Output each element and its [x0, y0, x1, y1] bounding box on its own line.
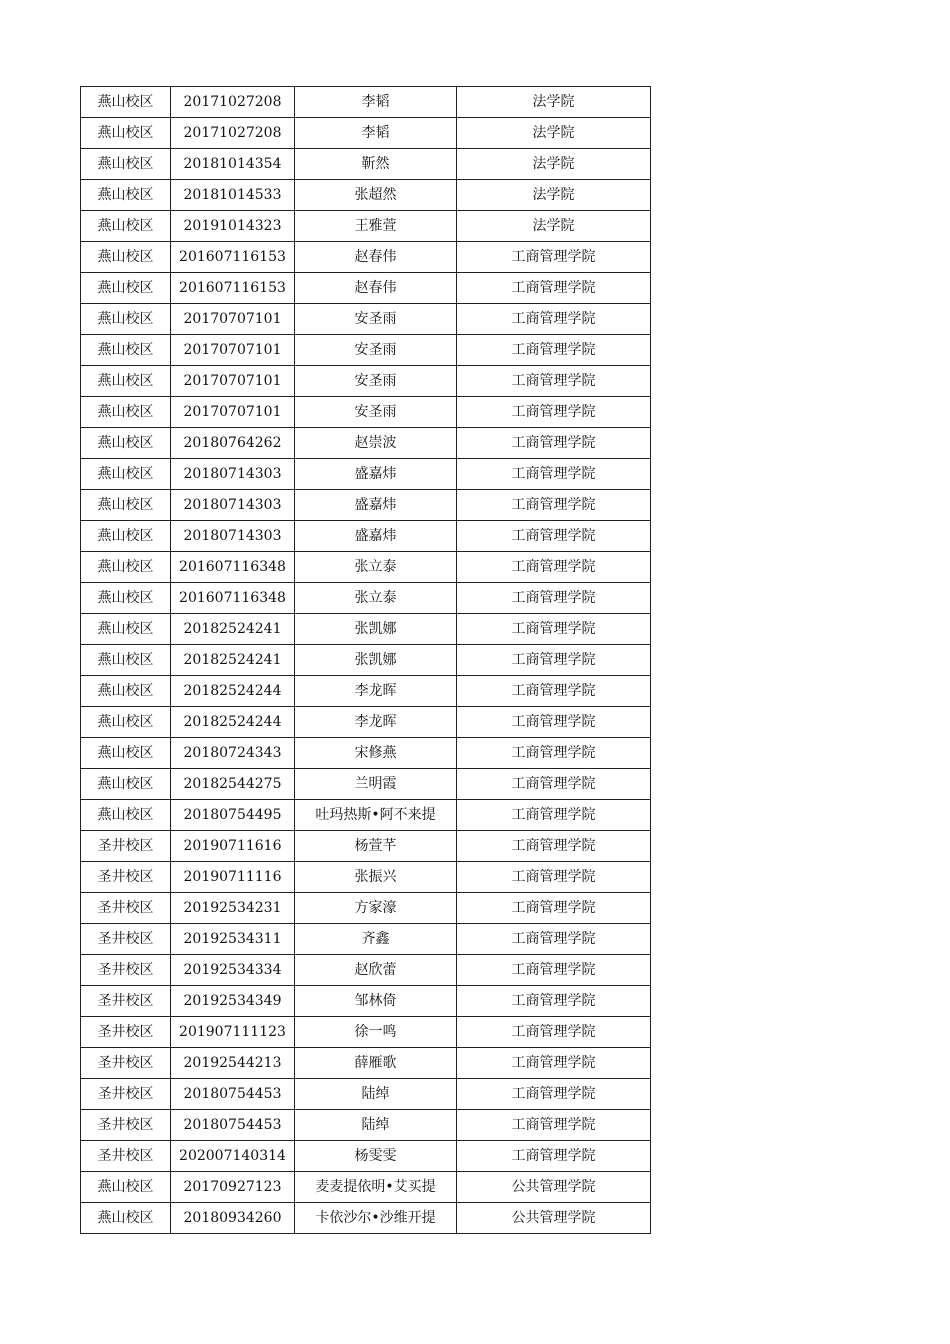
- student-id-cell: 20182524244: [171, 707, 295, 738]
- student-table: [80, 86, 651, 1234]
- college-cell: 工商管理学院: [457, 800, 651, 831]
- campus-cell: 圣井校区: [81, 831, 171, 862]
- name-cell: 杨萱芊: [295, 831, 457, 862]
- student-id-cell: 20192534334: [171, 955, 295, 986]
- student-id-cell: 20192534349: [171, 986, 295, 1017]
- student-id-cell: 20180754495: [171, 800, 295, 831]
- campus-cell: 燕山校区: [81, 118, 171, 149]
- college-cell: 工商管理学院: [457, 583, 651, 614]
- campus-cell: 燕山校区: [81, 242, 171, 273]
- table-row: [81, 769, 651, 800]
- college-cell: 法学院: [457, 149, 651, 180]
- table-row: [81, 831, 651, 862]
- campus-cell: 燕山校区: [81, 366, 171, 397]
- name-cell: 李韬: [295, 118, 457, 149]
- student-id-cell: 20171027208: [171, 87, 295, 118]
- college-cell: 法学院: [457, 118, 651, 149]
- campus-cell: 燕山校区: [81, 459, 171, 490]
- table-row: [81, 490, 651, 521]
- name-cell: 陆绰: [295, 1079, 457, 1110]
- name-cell: 李龙晖: [295, 707, 457, 738]
- student-id-cell: 20180764262: [171, 428, 295, 459]
- name-cell: 张凯娜: [295, 614, 457, 645]
- campus-cell: 圣井校区: [81, 986, 171, 1017]
- campus-cell: 圣井校区: [81, 1048, 171, 1079]
- college-cell: 工商管理学院: [457, 1048, 651, 1079]
- college-cell: 工商管理学院: [457, 490, 651, 521]
- student-id-cell: 201907111123: [171, 1017, 295, 1048]
- table-row: [81, 242, 651, 273]
- name-cell: 安圣雨: [295, 304, 457, 335]
- name-cell: 宋修燕: [295, 738, 457, 769]
- student-id-cell: 202007140314: [171, 1141, 295, 1172]
- table-row: [81, 738, 651, 769]
- college-cell: 工商管理学院: [457, 769, 651, 800]
- college-cell: 法学院: [457, 211, 651, 242]
- college-cell: 公共管理学院: [457, 1172, 651, 1203]
- student-id-cell: 201607116153: [171, 242, 295, 273]
- campus-cell: 燕山校区: [81, 490, 171, 521]
- student-table-body: [81, 87, 651, 1234]
- college-cell: 工商管理学院: [457, 1110, 651, 1141]
- name-cell: 赵欣蕾: [295, 955, 457, 986]
- campus-cell: 圣井校区: [81, 924, 171, 955]
- student-id-cell: 20182524244: [171, 676, 295, 707]
- table-row: [81, 149, 651, 180]
- name-cell: 张立泰: [295, 583, 457, 614]
- college-cell: 工商管理学院: [457, 1079, 651, 1110]
- campus-cell: 燕山校区: [81, 707, 171, 738]
- name-cell: 赵春伟: [295, 242, 457, 273]
- name-cell: 安圣雨: [295, 335, 457, 366]
- name-cell: 李韬: [295, 87, 457, 118]
- student-id-cell: 20181014533: [171, 180, 295, 211]
- student-id-cell: 20180714303: [171, 521, 295, 552]
- student-id-cell: 20192534231: [171, 893, 295, 924]
- table-row: [81, 676, 651, 707]
- campus-cell: 圣井校区: [81, 862, 171, 893]
- table-row: [81, 1110, 651, 1141]
- student-id-cell: 20180754453: [171, 1110, 295, 1141]
- table-row: [81, 459, 651, 490]
- college-cell: 公共管理学院: [457, 1203, 651, 1234]
- campus-cell: 燕山校区: [81, 1172, 171, 1203]
- student-id-cell: 20191014323: [171, 211, 295, 242]
- table-row: [81, 397, 651, 428]
- student-id-cell: 20180714303: [171, 459, 295, 490]
- college-cell: 工商管理学院: [457, 1141, 651, 1172]
- college-cell: 工商管理学院: [457, 304, 651, 335]
- name-cell: 赵崇波: [295, 428, 457, 459]
- table-row: [81, 893, 651, 924]
- name-cell: 徐一鸣: [295, 1017, 457, 1048]
- table-row: [81, 862, 651, 893]
- student-id-cell: 20180754453: [171, 1079, 295, 1110]
- college-cell: 工商管理学院: [457, 273, 651, 304]
- student-id-cell: 201607116348: [171, 583, 295, 614]
- campus-cell: 燕山校区: [81, 769, 171, 800]
- table-row: [81, 986, 651, 1017]
- name-cell: 盛嘉炜: [295, 459, 457, 490]
- campus-cell: 燕山校区: [81, 335, 171, 366]
- student-id-cell: 20170707101: [171, 304, 295, 335]
- name-cell: 赵春伟: [295, 273, 457, 304]
- name-cell: 盛嘉炜: [295, 521, 457, 552]
- name-cell: 张凯娜: [295, 645, 457, 676]
- table-row: [81, 583, 651, 614]
- campus-cell: 燕山校区: [81, 738, 171, 769]
- student-id-cell: 201607116348: [171, 552, 295, 583]
- campus-cell: 圣井校区: [81, 955, 171, 986]
- college-cell: 工商管理学院: [457, 335, 651, 366]
- table-row: [81, 366, 651, 397]
- name-cell: 盛嘉炜: [295, 490, 457, 521]
- student-id-cell: 20182524241: [171, 645, 295, 676]
- student-id-cell: 20180934260: [171, 1203, 295, 1234]
- student-id-cell: 20170927123: [171, 1172, 295, 1203]
- student-id-cell: 20192534311: [171, 924, 295, 955]
- table-row: [81, 1048, 651, 1079]
- table-row: [81, 1079, 651, 1110]
- name-cell: 王雅萱: [295, 211, 457, 242]
- campus-cell: 燕山校区: [81, 397, 171, 428]
- table-row: [81, 118, 651, 149]
- college-cell: 工商管理学院: [457, 831, 651, 862]
- student-id-cell: 20180714303: [171, 490, 295, 521]
- table-row: [81, 428, 651, 459]
- college-cell: 工商管理学院: [457, 552, 651, 583]
- table-row: [81, 304, 651, 335]
- name-cell: 邹林倚: [295, 986, 457, 1017]
- student-id-cell: 20170707101: [171, 366, 295, 397]
- college-cell: 工商管理学院: [457, 242, 651, 273]
- college-cell: 工商管理学院: [457, 955, 651, 986]
- campus-cell: 圣井校区: [81, 1110, 171, 1141]
- table-row: [81, 955, 651, 986]
- campus-cell: 燕山校区: [81, 645, 171, 676]
- college-cell: 工商管理学院: [457, 428, 651, 459]
- student-id-cell: 20171027208: [171, 118, 295, 149]
- table-row: [81, 645, 651, 676]
- name-cell: 方家濠: [295, 893, 457, 924]
- student-table-sheet: [80, 86, 651, 1234]
- table-row: [81, 87, 651, 118]
- table-row: [81, 800, 651, 831]
- student-id-cell: 20190711616: [171, 831, 295, 862]
- name-cell: 张立泰: [295, 552, 457, 583]
- college-cell: 工商管理学院: [457, 986, 651, 1017]
- college-cell: 工商管理学院: [457, 1017, 651, 1048]
- table-row: [81, 335, 651, 366]
- campus-cell: 燕山校区: [81, 211, 171, 242]
- college-cell: 法学院: [457, 87, 651, 118]
- student-id-cell: 20170707101: [171, 397, 295, 428]
- table-row: [81, 273, 651, 304]
- student-id-cell: 20170707101: [171, 335, 295, 366]
- table-row: [81, 1017, 651, 1048]
- name-cell: 张振兴: [295, 862, 457, 893]
- name-cell: 陆绰: [295, 1110, 457, 1141]
- campus-cell: 燕山校区: [81, 614, 171, 645]
- college-cell: 工商管理学院: [457, 459, 651, 490]
- college-cell: 工商管理学院: [457, 676, 651, 707]
- campus-cell: 圣井校区: [81, 893, 171, 924]
- campus-cell: 圣井校区: [81, 1079, 171, 1110]
- name-cell: 杨雯雯: [295, 1141, 457, 1172]
- campus-cell: 燕山校区: [81, 676, 171, 707]
- name-cell: 薛雁歌: [295, 1048, 457, 1079]
- college-cell: 工商管理学院: [457, 521, 651, 552]
- table-row: [81, 1172, 651, 1203]
- campus-cell: 圣井校区: [81, 1141, 171, 1172]
- campus-cell: 燕山校区: [81, 521, 171, 552]
- table-row: [81, 1141, 651, 1172]
- table-row: [81, 552, 651, 583]
- campus-cell: 圣井校区: [81, 1017, 171, 1048]
- student-id-cell: 201607116153: [171, 273, 295, 304]
- college-cell: 工商管理学院: [457, 707, 651, 738]
- table-row: [81, 614, 651, 645]
- college-cell: 工商管理学院: [457, 738, 651, 769]
- campus-cell: 燕山校区: [81, 1203, 171, 1234]
- name-cell: 靳然: [295, 149, 457, 180]
- name-cell: 兰明霞: [295, 769, 457, 800]
- campus-cell: 燕山校区: [81, 583, 171, 614]
- campus-cell: 燕山校区: [81, 304, 171, 335]
- college-cell: 工商管理学院: [457, 366, 651, 397]
- name-cell: 李龙晖: [295, 676, 457, 707]
- table-row: [81, 180, 651, 211]
- name-cell: 吐玛热斯•阿不来提: [295, 800, 457, 831]
- campus-cell: 燕山校区: [81, 428, 171, 459]
- college-cell: 工商管理学院: [457, 862, 651, 893]
- table-row: [81, 521, 651, 552]
- campus-cell: 燕山校区: [81, 552, 171, 583]
- campus-cell: 燕山校区: [81, 273, 171, 304]
- college-cell: 工商管理学院: [457, 645, 651, 676]
- campus-cell: 燕山校区: [81, 800, 171, 831]
- student-id-cell: 20182524241: [171, 614, 295, 645]
- campus-cell: 燕山校区: [81, 149, 171, 180]
- student-id-cell: 20190711116: [171, 862, 295, 893]
- name-cell: 张超然: [295, 180, 457, 211]
- table-row: [81, 1203, 651, 1234]
- college-cell: 工商管理学院: [457, 924, 651, 955]
- name-cell: 安圣雨: [295, 366, 457, 397]
- student-id-cell: 20192544213: [171, 1048, 295, 1079]
- student-id-cell: 20181014354: [171, 149, 295, 180]
- name-cell: 卡依沙尔•沙维开提: [295, 1203, 457, 1234]
- campus-cell: 燕山校区: [81, 180, 171, 211]
- college-cell: 法学院: [457, 180, 651, 211]
- student-id-cell: 20180724343: [171, 738, 295, 769]
- table-row: [81, 924, 651, 955]
- college-cell: 工商管理学院: [457, 397, 651, 428]
- name-cell: 安圣雨: [295, 397, 457, 428]
- table-row: [81, 211, 651, 242]
- table-row: [81, 707, 651, 738]
- name-cell: 齐鑫: [295, 924, 457, 955]
- student-id-cell: 20182544275: [171, 769, 295, 800]
- college-cell: 工商管理学院: [457, 893, 651, 924]
- name-cell: 麦麦提依明•艾买提: [295, 1172, 457, 1203]
- college-cell: 工商管理学院: [457, 614, 651, 645]
- campus-cell: 燕山校区: [81, 87, 171, 118]
